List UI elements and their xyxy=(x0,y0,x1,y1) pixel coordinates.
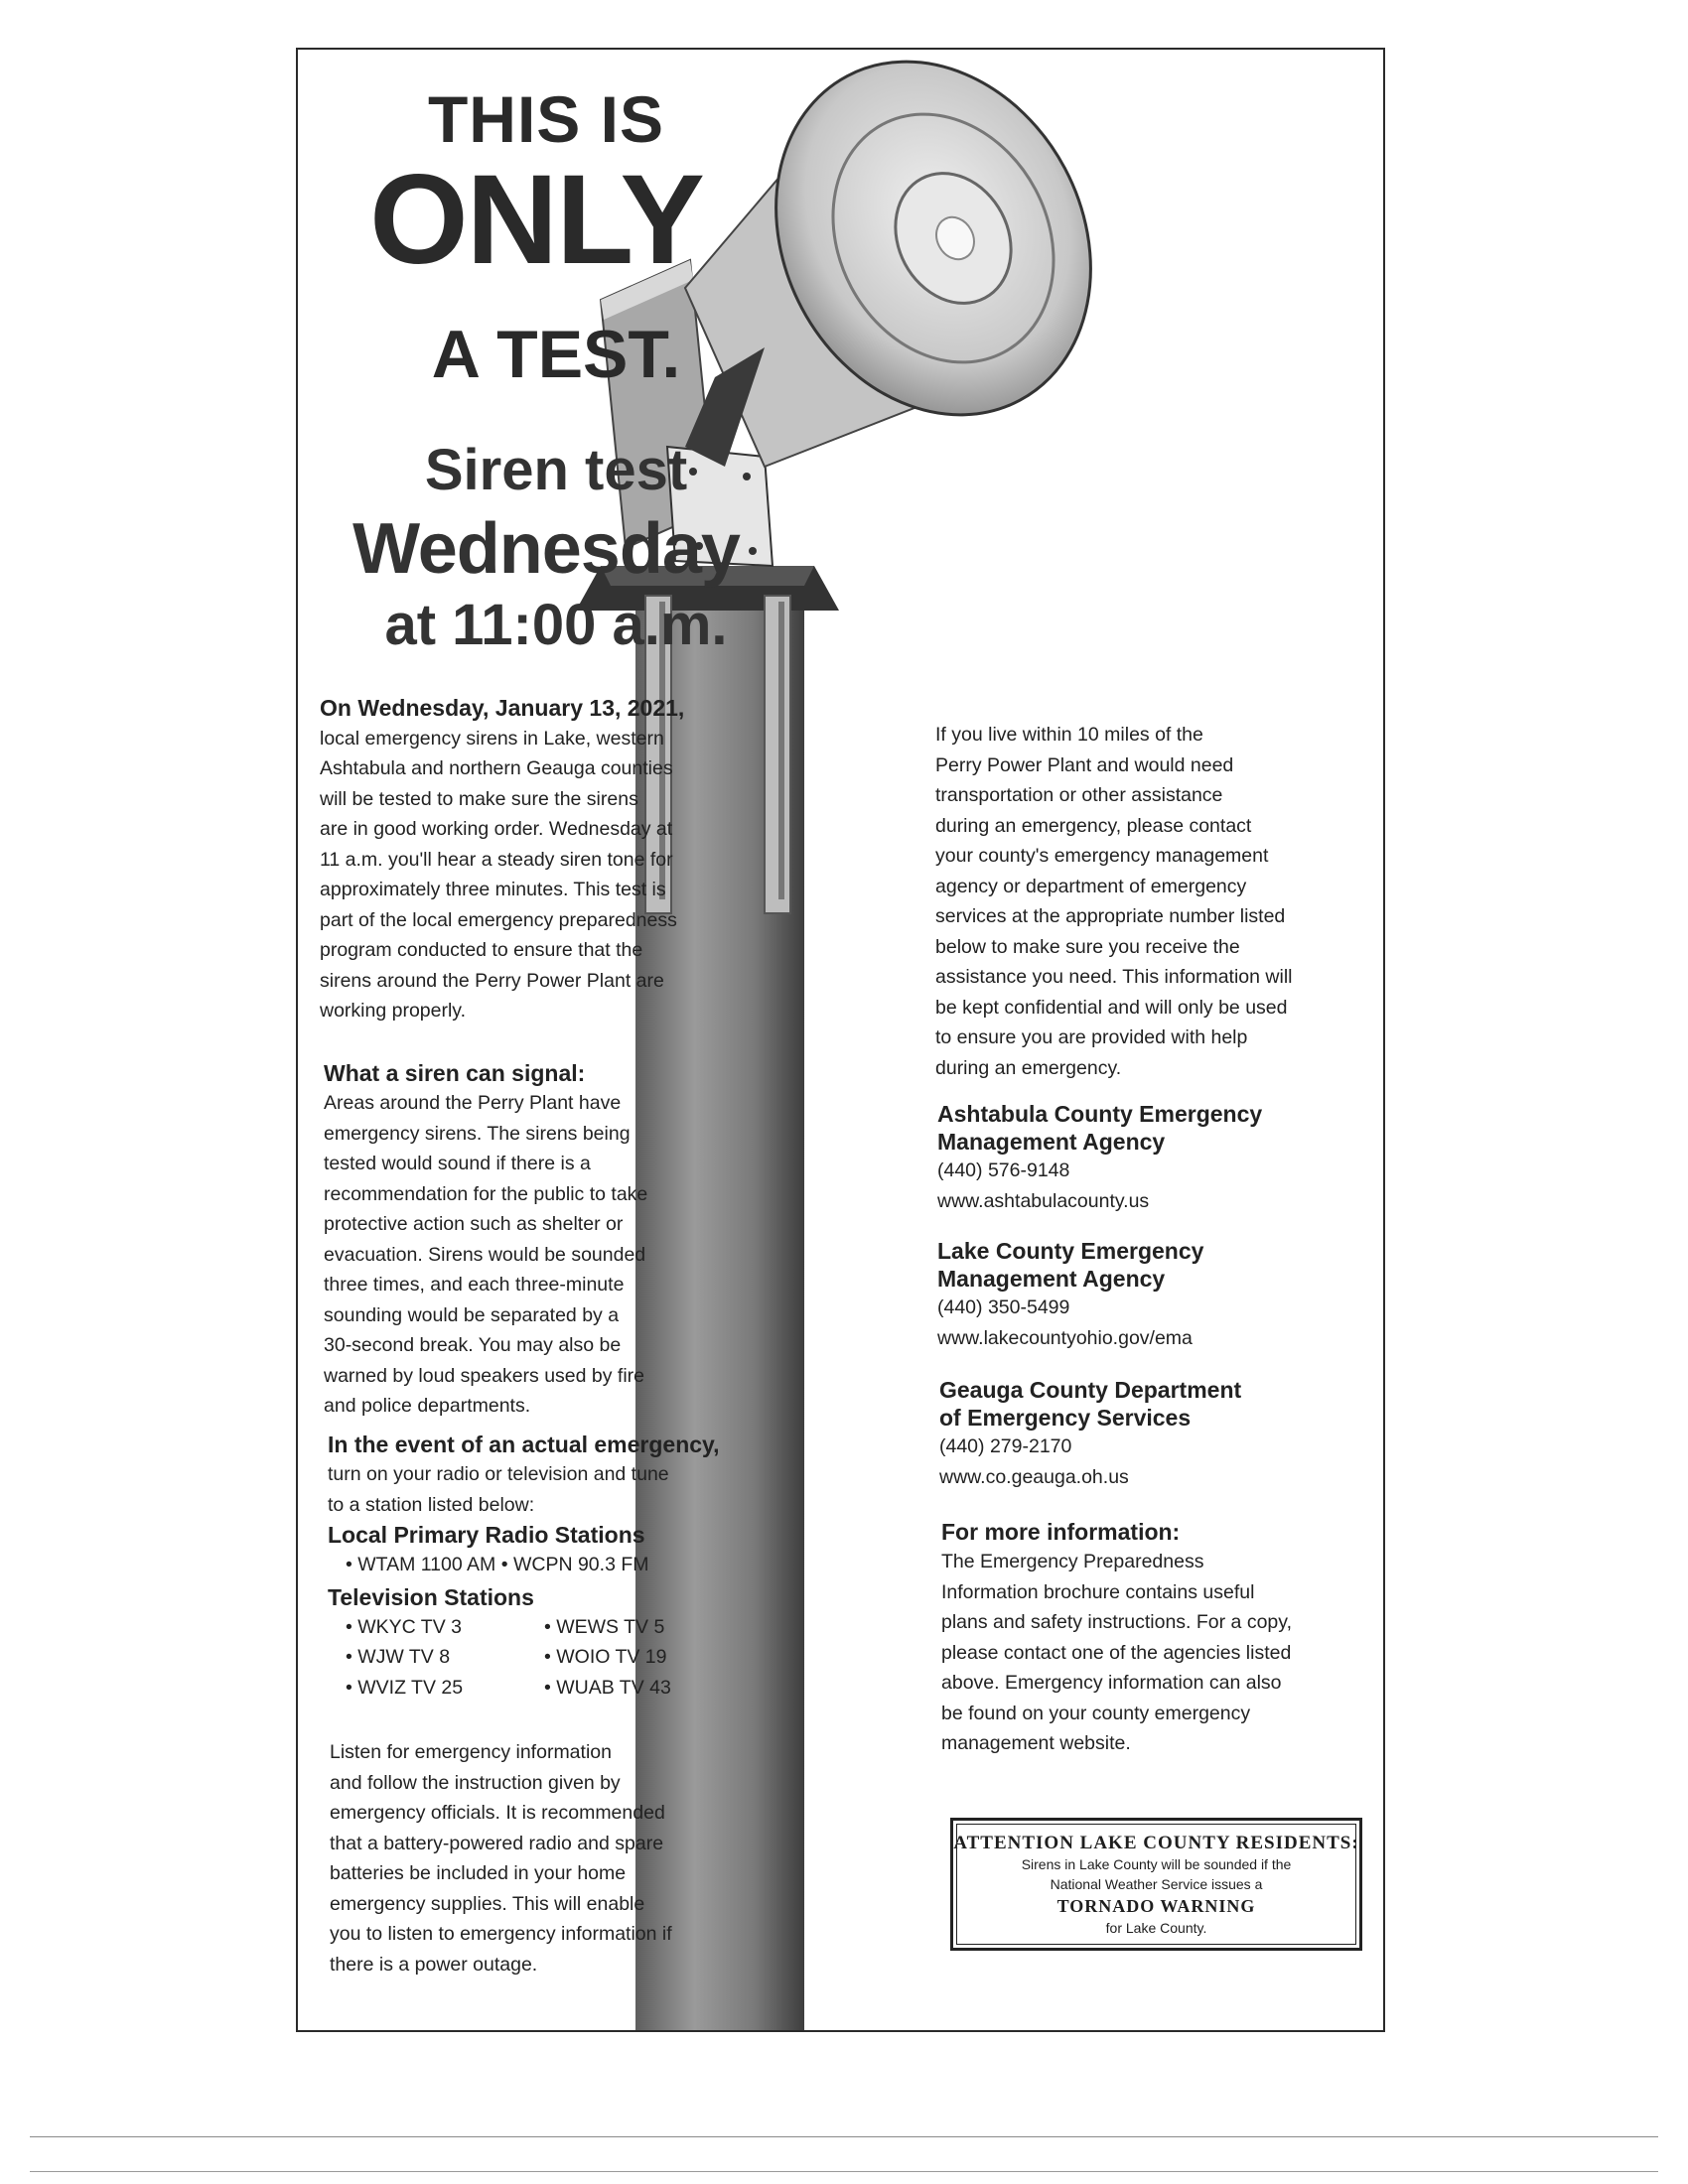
agency-website: www.ashtabulacounty.us xyxy=(937,1189,1150,1212)
assist-line: assistance you need. This information will xyxy=(935,966,1293,988)
signal-line: recommendation for the public to take xyxy=(324,1182,648,1205)
headline-a-test: A TEST. xyxy=(431,317,681,392)
agency-name: of Emergency Services xyxy=(939,1405,1192,1431)
agency-phone: (440) 576-9148 xyxy=(937,1160,1070,1181)
more-info-section xyxy=(941,1517,1378,1759)
listen-line: emergency supplies. This will enable xyxy=(330,1892,645,1915)
signal-line: 30-second break. You may also be xyxy=(324,1334,622,1356)
agency-ashtabula xyxy=(937,1100,1374,1216)
tv-station: • WJW TV 8 xyxy=(346,1646,451,1668)
radio-stations: • WTAM 1100 AM • WCPN 90.3 FM xyxy=(346,1554,649,1575)
signal-heading: What a siren can signal: xyxy=(324,1060,586,1086)
attention-box xyxy=(950,1818,1362,1951)
headline-this-is: THIS IS xyxy=(427,82,665,156)
agency-lake xyxy=(937,1237,1374,1353)
listen-line: emergency officials. It is recommended xyxy=(330,1802,665,1824)
intro-line: will be tested to make sure the sirens xyxy=(320,787,638,810)
more-info-heading: For more information: xyxy=(941,1519,1181,1545)
intro-section xyxy=(320,693,776,1026)
assist-line: below to make sure you receive the xyxy=(935,935,1240,958)
subhead-siren-test: Siren test xyxy=(424,438,688,502)
listen-line: there is a power outage. xyxy=(330,1953,538,1976)
intro-line: program conducted to ensure that the xyxy=(320,939,643,961)
tornado-warning: TORNADO WARNING xyxy=(1056,1896,1256,1916)
signal-line: emergency sirens. The sirens being xyxy=(324,1122,631,1145)
page-rule-top xyxy=(30,2136,1658,2137)
agency-name: Geauga County Department xyxy=(939,1377,1242,1403)
signal-section xyxy=(324,1058,761,1422)
emergency-heading: In the event of an actual emergency, xyxy=(328,1432,720,1457)
more-info-line: The Emergency Preparedness xyxy=(941,1551,1204,1572)
more-info-line: management website. xyxy=(941,1732,1131,1754)
headline-only: ONLY xyxy=(369,149,703,291)
tv-station: • WKYC TV 3 xyxy=(346,1615,462,1638)
tv-stations-left xyxy=(346,1612,544,1704)
tv-heading: Television Stations xyxy=(328,1583,534,1610)
agency-name: Lake County Emergency xyxy=(937,1238,1204,1264)
emergency-line: to a station listed below: xyxy=(328,1493,535,1516)
listen-line: you to listen to emergency information if xyxy=(330,1923,672,1945)
intro-line: working properly. xyxy=(320,1000,467,1022)
intro-line: are in good working order. Wednesday at xyxy=(320,818,673,840)
signal-line: and police departments. xyxy=(324,1395,531,1417)
tv-station: • WOIO TV 19 xyxy=(544,1646,667,1668)
agency-name: Ashtabula County Emergency xyxy=(937,1101,1263,1127)
intro-line: Ashtabula and northern Geauga counties xyxy=(320,757,673,779)
more-info-line: above. Emergency information can also xyxy=(941,1672,1282,1694)
flyer-frame xyxy=(296,48,1385,2032)
listen-line: that a battery-powered radio and spare xyxy=(330,1832,664,1854)
signal-line: evacuation. Sirens would be sounded xyxy=(324,1243,646,1266)
more-info-line: Information brochure contains useful xyxy=(941,1580,1255,1603)
agency-phone: (440) 350-5499 xyxy=(937,1297,1070,1318)
agency-name: Management Agency xyxy=(937,1129,1166,1155)
signal-line: tested would sound if there is a xyxy=(324,1153,591,1174)
subhead-time: at 11:00 a.m. xyxy=(384,593,728,657)
assist-line: during an emergency, please contact xyxy=(935,814,1252,837)
listen-line: Listen for emergency information xyxy=(330,1741,612,1763)
assist-line: Perry Power Plant and would need xyxy=(935,753,1234,776)
signal-line: protective action such as shelter or xyxy=(324,1213,624,1235)
listen-line: batteries be included in your home xyxy=(330,1862,627,1884)
assist-line: your county's emergency management xyxy=(935,845,1269,867)
intro-line: part of the local emergency preparedness xyxy=(320,908,677,931)
signal-line: warned by loud speakers used by fire xyxy=(324,1364,645,1387)
signal-line: Areas around the Perry Plant have xyxy=(324,1092,622,1114)
signal-line: three times, and each three-minute xyxy=(324,1274,625,1296)
attention-line: for Lake County. xyxy=(1105,1920,1207,1936)
attention-line: National Weather Service issues a xyxy=(1050,1876,1263,1892)
listen-line: and follow the instruction given by xyxy=(330,1771,621,1794)
listen-section xyxy=(330,1737,776,1979)
intro-line: sirens around the Perry Power Plant are xyxy=(320,969,664,992)
subhead-wednesday: Wednesday xyxy=(352,509,740,589)
agency-phone: (440) 279-2170 xyxy=(939,1435,1072,1457)
more-info-line: be found on your county emergency xyxy=(941,1702,1251,1724)
assist-line: to ensure you are provided with help xyxy=(935,1026,1248,1048)
radio-heading: Local Primary Radio Stations xyxy=(328,1522,645,1548)
intro-line: approximately three minutes. This test is xyxy=(320,879,666,900)
assist-section xyxy=(935,720,1372,1083)
attention-title: ATTENTION LAKE COUNTY RESIDENTS: xyxy=(953,1833,1359,1853)
signal-line: sounding would be separated by a xyxy=(324,1303,620,1326)
intro-line: local emergency sirens in Lake, western xyxy=(320,727,664,750)
assist-line: during an emergency. xyxy=(935,1056,1122,1079)
tv-station: • WEWS TV 5 xyxy=(544,1615,665,1638)
tv-station: • WVIZ TV 25 xyxy=(346,1676,464,1699)
assist-line: be kept confidential and will only be used xyxy=(935,996,1288,1019)
assist-line: services at the appropriate number listed xyxy=(935,905,1286,927)
agency-geauga xyxy=(939,1376,1376,1492)
more-info-line: plans and safety instructions. For a copy, xyxy=(941,1611,1292,1633)
assist-line: transportation or other assistance xyxy=(935,784,1223,806)
emergency-line: turn on your radio or television and tune xyxy=(328,1463,669,1485)
attention-line: Sirens in Lake County will be sounded if the xyxy=(1021,1856,1292,1872)
intro-lead: On Wednesday, January 13, 2021, xyxy=(320,695,685,721)
assist-line: If you live within 10 miles of the xyxy=(935,724,1203,746)
assist-line: agency or department of emergency xyxy=(935,875,1247,897)
agency-website: www.lakecountyohio.gov/ema xyxy=(937,1326,1193,1349)
page-rule-bottom xyxy=(30,2171,1658,2172)
tv-stations-right xyxy=(544,1612,671,1704)
agency-name: Management Agency xyxy=(937,1266,1166,1292)
tv-stations xyxy=(328,1612,774,1704)
tv-station: • WUAB TV 43 xyxy=(544,1676,671,1699)
agency-website: www.co.geauga.oh.us xyxy=(939,1465,1129,1488)
more-info-line: please contact one of the agencies listed xyxy=(941,1641,1292,1664)
intro-line: 11 a.m. you'll hear a steady siren tone for xyxy=(320,848,673,871)
emergency-section xyxy=(328,1430,774,1703)
